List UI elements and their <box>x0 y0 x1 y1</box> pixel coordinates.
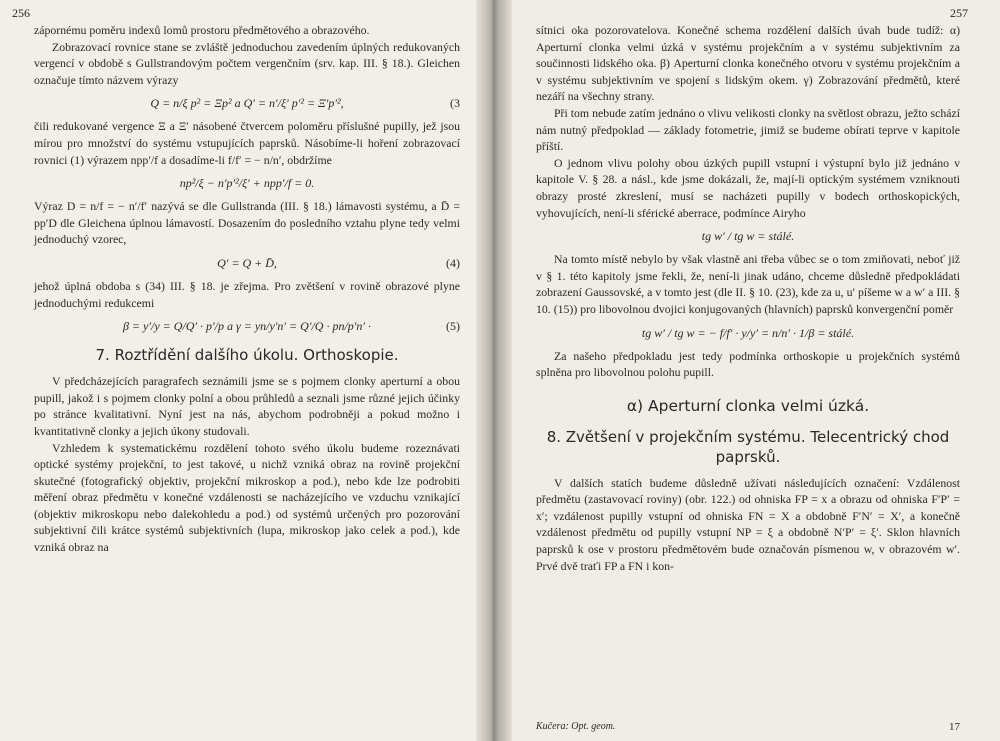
paragraph: jehož úplná obdoba s (34) III. § 18. je zřejma. Pro zvětšení v rovině obrazové plyne jednoduchými redukcemi <box>34 278 460 310</box>
sheet-number: 17 <box>949 721 960 733</box>
formula-5 <box>34 317 460 335</box>
formula-text: Q′ = Q + D̄, <box>217 255 277 270</box>
section-heading-7: 7. Roztřídění dalšího úkolu. Orthoskopie. <box>95 346 399 365</box>
paragraph: V předcházejících paragrafech seznámili jsme se s pojmem clonky aperturní a obou pupill, jakož i s pojmem clonky polní a obou průhledů a seznali jsme různé jejich účinky po stránce kvalitativní. Nyní jest na nás, abychom podrobněji a pokud možno i kvantitativně clonky a jejich úkony studovali. <box>34 374 460 438</box>
page-number-left: 256 <box>12 6 30 20</box>
paragraph: Při tom nebude zatím jednáno o vlivu velikosti clonky na světlost obrazu, ježto schází nám nutný předpoklad — základy fotometrie, jimiž se budeme obírati teprve v kapitole příští. <box>536 105 960 154</box>
paragraph: Vzhledem k systematickému rozdělení tohoto svého úkolu budeme rozeznávati optické systémy projekční, to jest takové, u nichž vzniká obraz na rovině projekční skutečné (fotografický objektiv, projekční mikroskop a pod.), nebo kde lze podrobiti měření obraz předmětu v konečné vzdálenosti se nacházejícího ve vzduchu vznikající (objektiv mikroskopu nebo dalekohledu a pod.) od systémů určených pro pozorování subjektivní čili krátce systémů subjektivních (lupa, mikroskop jako celek a pod.), kde vzniká obraz na <box>34 440 460 555</box>
paragraph: Za našeho předpokladu jest tedy podmínka orthoskopie u projekčních systémů splněna pro libovolnou polohu pupill. <box>536 348 960 380</box>
right-page <box>503 0 1000 741</box>
formula-text: β = y′/y = Q/Q′ · p′/p a γ = yn/y′n′ = Q′/Q · pn/p′n′ · <box>122 319 372 334</box>
page-footer <box>536 721 960 733</box>
section-heading-8: 8. Zvětšení v projekčním systému. Telecentrický chod paprsků. <box>546 427 950 466</box>
paragraph: zápornému poměru indexů lomů prostoru předmětového a obrazového. <box>34 23 370 37</box>
formula-unnumbered <box>34 174 460 192</box>
left-page <box>0 0 488 741</box>
paragraph: Na tomto místě nebylo by však vlastně ani třeba vůbec se o tom zmiňovati, neboť již v § 1. této kapitoly jsme řekli, že, není-li jinak udáno, chceme důsledně předpokládati zobrazení Gaussovské, a v tomto jest (dle II. § 10. (23), kde za u, u′ píšeme w a w′ a III. § 10. (15)) pro libovolnou dvojici konjugovaných (hlavních) paprsků konvergenční poměr <box>536 252 960 316</box>
paragraph: Výraz D = n/f = − n′/f′ nazývá se dle Gullstranda (III. § 18.) lámavosti systému, a D̄ = pp′D dle Gleichena úplnou lámavostí. Dosazením do posledního vztahu plyne tedy velmi jednoduchý vzorec, <box>34 199 460 247</box>
formula-3 <box>34 94 460 112</box>
paragraph: sítnici oka pozorovatelova. Konečné schema rozdělení dalších úvah bude tudíž: α) Aperturní clonka velmi úzká v systému projekčním a v systému subjektivním za součinnosti lidského oka. β) Aperturní clonka konečného otvoru v systému projekčním a v systému subjektivním ve spojení s lidským okem. γ) Zobrazování předmětů, které nezáří na všechny strany. <box>536 23 960 104</box>
paragraph: čili redukované vergence Ξ a Ξ′ násobené čtvercem poloměru příslušné pupilly, jež jsou mírou pro množství do systému vstupujících paprsků. Násobíme-li hoření zobrazovací rovnici (1) výrazem npp′/f a dosadíme-li f/f′ = − n/n′, obdržíme <box>34 119 460 167</box>
equation-number: (3 <box>450 96 460 111</box>
formula-4 <box>34 254 460 272</box>
page-number-right: 257 <box>950 6 968 20</box>
signature-mark: Kučera: Opt. geom. <box>536 721 616 732</box>
equation-number: (4) <box>446 255 460 270</box>
formula-text: Q = n/ξ p² = Ξp² a Q′ = n′/ξ′ p′² = Ξ′p′², <box>150 96 344 111</box>
equation-number: (5) <box>446 319 460 334</box>
paragraph: O jednom vlivu polohy obou úzkých pupill vstupní i výstupní bylo již jednáno v kapitole V. § 28. a násl., kde jsme dokázali, že, mají-li optickým systémem vzniknouti obrazy prosté zkreslení, musí se nacházeti pupilly v bodech orthoskopických, vyhovujících, není-li sférické aberrace, podmínce Airyho <box>536 155 960 220</box>
formula-text: tg w′ / tg w = stálé. <box>701 229 795 244</box>
formula-text: np²/ξ − n′p′²/ξ′ + npp′/f = 0. <box>179 176 315 191</box>
paragraph: V dalších statích budeme důsledně užívati následujících označení: Vzdálenost předmětu (zastavovací roviny) (obr. 122.) od ohniska FP = x a obrazu od ohniska F′P′ = x′; vzdálenost pupilly vstupní od ohniska FN = X a obdobně F′N′ = X′, a konečně vzdálenost předmětu od pupilly vstupní NP = ξ a obdobně N′P′ = ξ′. Sklon hlavních paprsků k ose v prostoru předmětovém bude označován písmenou w, v obrazovém w′. Prvé dvě traťi FP a FN i kon- <box>536 475 960 573</box>
paragraph: Zobrazovací rovnice stane se zvláště jednoduchou zavedením úplných redukovaných vergencí v obdobě s Gullstrandovým počtem vergenčním (srv. kap. III. § 18.). Gleichen označuje tímto názvem výrazy <box>34 39 460 87</box>
formula-text: tg w′ / tg w = − f/f′ · y/y′ = n/n′ · 1/β = stálé. <box>641 325 855 340</box>
book-gutter <box>476 0 512 741</box>
formula-airy <box>536 227 960 245</box>
subsection-heading-alpha: α) Aperturní clonka velmi úzká. <box>626 396 870 415</box>
formula-convergence <box>536 324 960 342</box>
